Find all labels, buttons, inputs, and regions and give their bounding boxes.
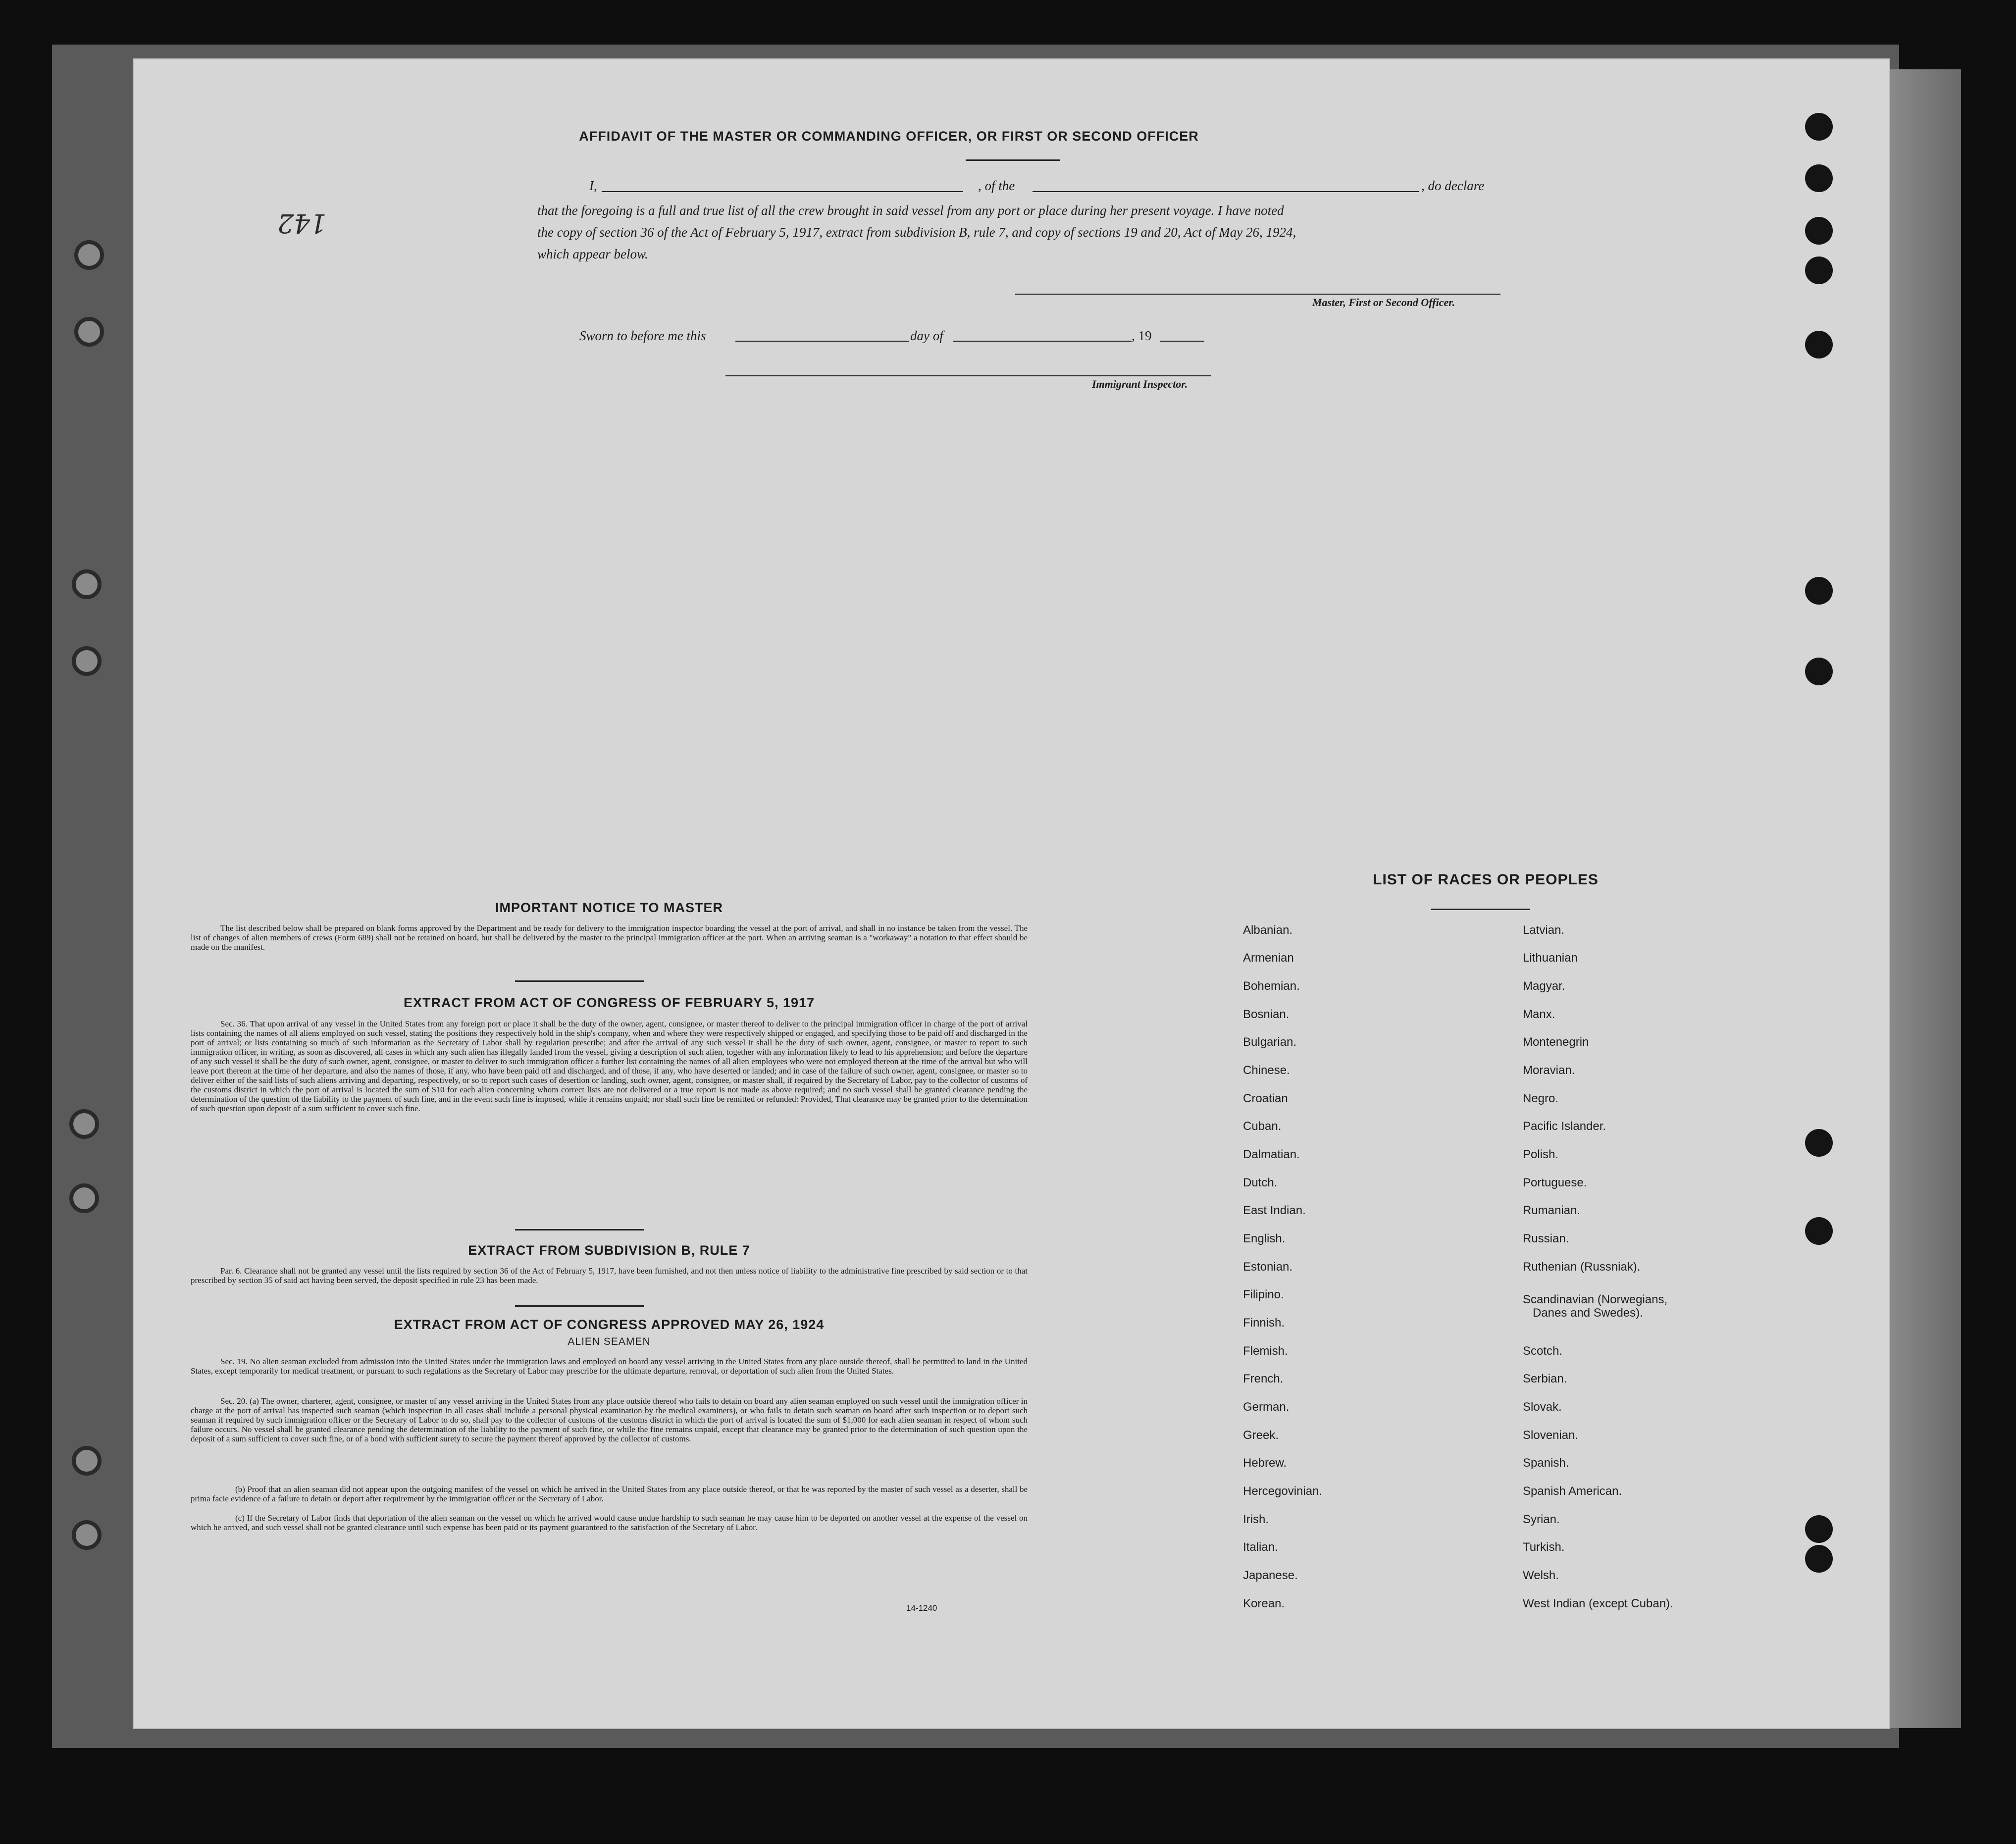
race-item: Japanese. xyxy=(1243,1569,1298,1582)
year-blank[interactable] xyxy=(1160,341,1204,342)
punch-hole-icon xyxy=(1805,1545,1833,1573)
races-divider xyxy=(1431,909,1530,910)
of-the-label: , of the xyxy=(978,178,1015,193)
race-item: Armenian xyxy=(1243,951,1294,965)
alien-seamen-subtitle: ALIEN SEAMEN xyxy=(568,1336,651,1347)
race-item: Danes and Swedes). xyxy=(1533,1306,1643,1320)
race-item: Spanish. xyxy=(1523,1456,1569,1470)
notice-text: The list described below shall be prepared on blank forms approved by the Department and be ready for delivery to the immigration inspector boarding the vessel at the port of arrival, and shall in no instance be taken from the vessel. The list of changes of alien members of crews (Form 689) shall not be retained on board, but shall be delivered by the master to the principal immigration officer at the port. When an arriving seaman is a "workaway" a notation to that effect should be made on the manifest. xyxy=(191,923,1028,952)
race-item: Scotch. xyxy=(1523,1344,1563,1358)
punch-hole-icon xyxy=(1805,658,1833,685)
punch-hole-icon xyxy=(1805,331,1833,359)
form-number: 14-1240 xyxy=(906,1603,937,1613)
race-item: Moravian. xyxy=(1523,1064,1575,1077)
sec-20c-text: (c) If the Secretary of Labor finds that deportation of the alien seaman on the vessel on which he arrived would cause undue hardship to such seaman he may cause him to be deported on another vessel at the expense of the vessel on which he arrived, and such vessel shall not be granted clearance until such expense has been paid or its payment guaranteed to the satisfaction of the Secretary of Labor. xyxy=(191,1513,1028,1532)
punch-hole-icon xyxy=(1805,1129,1833,1157)
punch-hole-icon xyxy=(1805,164,1833,192)
race-item: Serbian. xyxy=(1523,1372,1567,1385)
year-prefix: , 19 xyxy=(1132,328,1152,343)
race-item: French. xyxy=(1243,1372,1284,1385)
race-item: Estonian. xyxy=(1243,1260,1293,1274)
sec-20a-text: Sec. 20. (a) The owner, charterer, agent, consignee, or master of any vessel arriving in the United States from any place outside thereof who fails to detain on board any alien seaman employed on such vessel until the immigration officer in charge at the port of arrival has inspected such seaman (which inspection in all cases shall include a personal physical examination by the medical examiners), or who fails to detain such seaman on board after such inspection or to deport such seaman if required by such immigration officer or the Secretary of Labor to do so, shall pay to the collector of customs of the customs district in which the port of arrival is located the sum of $1,000 for each alien seaman in respect of whom such failure occurs. No vessel shall be granted clearance pending the determination of the liability to the payment of such fine, or while the fine remains unpaid, except that clearance may be granted prior to the determination of such question upon the deposit of a sum sufficient to cover such fine, or of a bond with sufficient surety to secure the payment thereof approved by the collector of customs. xyxy=(191,1396,1028,1443)
race-item: Latvian. xyxy=(1523,923,1565,937)
notice-title: IMPORTANT NOTICE TO MASTER xyxy=(495,900,723,915)
race-item: Syrian. xyxy=(1523,1513,1560,1526)
binder-ring-icon xyxy=(72,646,102,676)
affidavit-title: AFFIDAVIT OF THE MASTER OR COMMANDING OFFICER, OR FIRST OR SECOND OFFICER xyxy=(579,129,1199,144)
month-blank[interactable] xyxy=(953,341,1132,342)
binder-ring-icon xyxy=(69,1109,99,1139)
affidavit-line-3: the copy of section 36 of the Act of February 5, 1917, extract from subdivision B, rule 7, and copy of sections 19 and 20, Act of May 26, 1924, xyxy=(537,225,1296,240)
race-item: Bulgarian. xyxy=(1243,1035,1297,1049)
extract-rule7-title: EXTRACT FROM SUBDIVISION B, RULE 7 xyxy=(468,1243,750,1258)
race-item: East Indian. xyxy=(1243,1204,1306,1217)
race-item: Magyar. xyxy=(1523,979,1565,993)
race-item: Polish. xyxy=(1523,1148,1559,1161)
race-item: Cuban. xyxy=(1243,1120,1282,1133)
extract-1924-title: EXTRACT FROM ACT OF CONGRESS APPROVED MAY 26, 1924 xyxy=(394,1317,825,1332)
section-divider xyxy=(515,980,644,982)
race-item: English. xyxy=(1243,1232,1286,1245)
race-item: Italian. xyxy=(1243,1540,1278,1554)
title-divider xyxy=(966,159,1060,161)
signature-caption: Master, First or Second Officer. xyxy=(1312,296,1455,308)
binder-ring-icon xyxy=(72,569,102,599)
race-item: Croatian xyxy=(1243,1092,1288,1105)
race-item: Lithuanian xyxy=(1523,951,1578,965)
race-item: Korean. xyxy=(1243,1597,1285,1610)
binder-ring-icon xyxy=(72,1520,102,1550)
extract-1917-text: Sec. 36. That upon arrival of any vessel in the United States from any foreign port or place it shall be the duty of the owner, agent, consignee, or master thereof to deliver to the principal immigration officer in charge of the port of arrival lists containing the names of all aliens employed on such vessel, stating the positions they respectively hold in the ship's company, when and where they were respectively shipped or engaged, and specifying those to be paid off and discharged in the port of arrival; or lists containing so much of such information as the Secretary of Labor shall by regulation prescribe; and after the arrival of any such vessel it shall be the duty of such owner, agent, consignee, or master to report to such immigration officer, in writing, as soon as discovered, all cases in which any such alien has illegally landed from the vessel, giving a description of such alien, together with any information likely to lead to his apprehension; and before the departure of any such vessel it shall be the duty of such owner, agent, consignee, or master to deliver to such immigration officer a further list containing the names of all alien employees who were not employed thereon at the time of the arrival but who will leave port thereon at the time of her departure, and also the names of those, if any, who have been paid off and discharged, and of those, if any, who have deserted or landed; and in case of the failure of such owner, agent, consignee, or master so to deliver either of the said lists of such aliens arriving and departing, respectively, or so to report such cases of desertion or landing, such owner, agent, consignee, or master shall, if required by the Secretary of Labor, pay to the collector of customs of the customs district in which the port of arrival is located the sum of $10 for each alien concerning whom correct lists are not delivered or a true report is not made as above required; and no such vessel shall be granted clearance pending the determination of the question of the liability to the payment of such fine, and in the event such fine is imposed, while it remains unpaid; nor shall such fine be remitted or refunded: Provided, That clearance may be granted prior to the determination of such question upon deposit of a sum sufficient to cover such fine. xyxy=(191,1019,1028,1113)
name-blank[interactable] xyxy=(602,191,963,192)
vessel-blank[interactable] xyxy=(1033,191,1419,192)
race-item: Rumanian. xyxy=(1523,1204,1581,1217)
race-item: West Indian (except Cuban). xyxy=(1523,1597,1673,1610)
race-item: Slovak. xyxy=(1523,1400,1562,1414)
race-item: Bohemian. xyxy=(1243,979,1300,993)
race-item: Dutch. xyxy=(1243,1176,1278,1189)
punch-hole-icon xyxy=(1805,577,1833,605)
section-divider xyxy=(515,1229,644,1230)
race-item: Portuguese. xyxy=(1523,1176,1587,1189)
day-blank[interactable] xyxy=(735,341,909,342)
race-item: Bosnian. xyxy=(1243,1008,1290,1021)
extract-1917-title: EXTRACT FROM ACT OF CONGRESS OF FEBRUARY 5, 1917 xyxy=(403,995,815,1010)
race-item: Pacific Islander. xyxy=(1523,1120,1606,1133)
race-item: Welsh. xyxy=(1523,1569,1559,1582)
punch-hole-icon xyxy=(1805,113,1833,141)
race-item: German. xyxy=(1243,1400,1290,1414)
margin-note: 142 xyxy=(277,208,327,238)
race-item: Irish. xyxy=(1243,1513,1269,1526)
race-item: Spanish American. xyxy=(1523,1485,1622,1498)
race-item: Finnish. xyxy=(1243,1316,1285,1330)
extract-rule7-text: Par. 6. Clearance shall not be granted any vessel until the lists required by section 36 of the Act of February 5, 1917, have been furnished, and not then unless notice of liability to the administrative fine prescribed by said section or to that prescribed by section 35 of said act having been served, the deposit specified in rule 23 has been made. xyxy=(191,1266,1028,1285)
binder-ring-icon xyxy=(74,240,104,270)
race-item: Turkish. xyxy=(1523,1540,1565,1554)
race-item: Montenegrin xyxy=(1523,1035,1589,1049)
signature-blank[interactable] xyxy=(1015,294,1500,295)
punch-hole-icon xyxy=(1805,217,1833,245)
race-item: Scandinavian (Norwegians, xyxy=(1523,1293,1668,1306)
sec-19-text: Sec. 19. No alien seaman excluded from admission into the United States under the immigration laws and employed on board any vessel arriving in the United States from any place outside thereof, shall be permitted to land in the United States, except temporarily for medical treatment, or pursuant to such regulations as the Secretary of Labor may prescribe for the ultimate departure, removal, or deportation of such alien from the United States. xyxy=(191,1357,1028,1376)
inspector-caption: Immigrant Inspector. xyxy=(1092,378,1188,390)
race-item: Flemish. xyxy=(1243,1344,1288,1358)
do-declare-label: , do declare xyxy=(1421,178,1485,193)
sworn-label: Sworn to before me this xyxy=(579,328,706,343)
race-item: Negro. xyxy=(1523,1092,1559,1105)
race-item: Hercegovinian. xyxy=(1243,1485,1323,1498)
binder-ring-icon xyxy=(72,1446,102,1476)
races-title: LIST OF RACES OR PEOPLES xyxy=(1373,871,1599,888)
race-item: Filipino. xyxy=(1243,1288,1284,1301)
affidavit-i-label: I, xyxy=(589,178,597,193)
section-divider xyxy=(515,1305,644,1307)
race-item: Chinese. xyxy=(1243,1064,1290,1077)
race-item: Russian. xyxy=(1523,1232,1569,1245)
race-item: Manx. xyxy=(1523,1008,1555,1021)
race-item: Ruthenian (Russniak). xyxy=(1523,1260,1641,1274)
punch-hole-icon xyxy=(1805,1515,1833,1543)
race-item: Hebrew. xyxy=(1243,1456,1287,1470)
punch-hole-icon xyxy=(1805,1217,1833,1245)
race-item: Albanian. xyxy=(1243,923,1293,937)
binder-ring-icon xyxy=(74,317,104,347)
race-item: Dalmatian. xyxy=(1243,1148,1300,1161)
affidavit-line-2: that the foregoing is a full and true list of all the crew brought in said vessel from any port or place during her present voyage. I have noted xyxy=(537,203,1284,218)
sec-20b-text: (b) Proof that an alien seaman did not appear upon the outgoing manifest of the vessel on which he arrived in the United States from any place outside thereof, or that he was reported by the master of such vessel as a deserter, shall be prima facie evidence of a failure to detain or deport after requirement by the immigration officer or the Secretary of Labor. xyxy=(191,1485,1028,1503)
inspector-blank[interactable] xyxy=(725,375,1211,376)
form-page xyxy=(134,59,1889,1728)
binder-ring-icon xyxy=(69,1183,99,1213)
race-item: Slovenian. xyxy=(1523,1429,1579,1442)
punch-hole-icon xyxy=(1805,256,1833,284)
affidavit-line-4: which appear below. xyxy=(537,247,648,261)
day-of-label: day of xyxy=(910,328,943,343)
race-item: Greek. xyxy=(1243,1429,1279,1442)
